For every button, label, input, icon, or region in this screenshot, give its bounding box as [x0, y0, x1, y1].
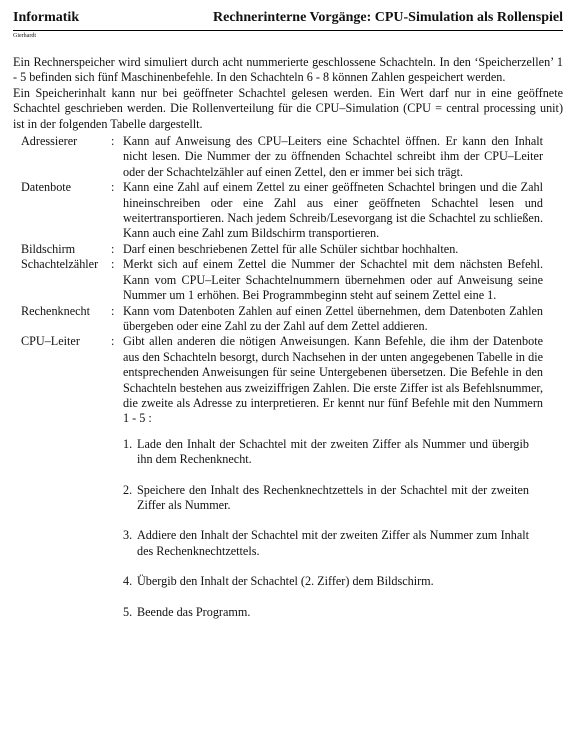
document-body [13, 55, 563, 635]
header-rule [13, 30, 563, 31]
role-description: Kann vom Datenboten Zahlen auf einen Zettel übernehmen, dem Datenboten Zahlen übergeben oder eine Zahl zu der Zahl auf dem Zettel addieren. [123, 303, 543, 333]
command-number: 3. [123, 528, 133, 543]
command-text: Beende das Programm. [137, 604, 251, 619]
role-row [13, 180, 563, 242]
role-colon: : [111, 334, 115, 349]
command-text: Übergib den Inhalt der Schachtel (2. Ziffer) dem Bildschirm. [137, 574, 434, 589]
subject-title: Informatik [13, 10, 80, 25]
document-title: Rechnerinterne Vorgänge: CPU-Simulation als Rollenspiel [213, 10, 563, 25]
role-name: CPU–Leiter [21, 334, 80, 349]
role-name: Schachtelzähler [21, 257, 99, 272]
role-colon: : [111, 180, 115, 195]
role-description: Kann auf Anweisung des CPU–Leiters eine Schachtel öffnen. Er kann den Inhalt nicht lesen. Die Nummer der zu öffnenden Schachtel schreibt ihm der CPU–Leiter oder der Schachtelzähler auf einen Zettel, den er immer bei sich trägt. [123, 134, 543, 179]
role-colon: : [111, 257, 115, 272]
command-item [123, 483, 543, 514]
role-row [13, 334, 563, 635]
command-number: 4. [123, 574, 133, 589]
author-label: Gierhardt [13, 33, 36, 39]
role-colon: : [111, 241, 115, 256]
command-number: 5. [123, 604, 133, 619]
command-item [123, 605, 543, 620]
role-name: Bildschirm [21, 241, 76, 256]
role-row [13, 304, 563, 335]
role-colon: : [111, 134, 115, 149]
role-colon: : [111, 303, 115, 318]
role-description: Darf einen beschriebenen Zettel für alle Schüler sichtbar hochhalten. [123, 241, 459, 256]
command-item [123, 528, 543, 559]
role-row [13, 257, 563, 303]
role-description: Merkt sich auf einem Zettel die Nummer der Schachtel mit dem nächsten Befehl. Kann vom CPU–Leiter Schachtelnummern übernehmen oder auf Anweisung seine Nummer um 1 erhöhen. Bei Programmbeginn steht auf seinem Zettel eine 1. [123, 257, 543, 303]
command-number: 2. [123, 482, 133, 497]
role-row [13, 242, 563, 257]
role-row [13, 134, 563, 180]
command-number: 1. [123, 436, 133, 451]
page-header [13, 10, 563, 30]
role-name: Adressierer [21, 134, 78, 149]
role-name: Rechenknecht [21, 303, 91, 318]
command-item [123, 437, 543, 468]
role-name: Datenbote [21, 180, 72, 195]
command-item [123, 574, 543, 589]
role-table [13, 134, 563, 635]
command-list [123, 437, 543, 620]
intro-paragraph-1: Ein Rechnerspeicher wird simuliert durch acht nummerierte geschlossene Schachteln. In den ‘Speicherzellen’ 1 - 5 befinden sich fünf Maschinenbefehle. In den Schachteln 6 - 8 können Zahlen gespeichert werden. [13, 55, 563, 85]
role-description [123, 334, 563, 635]
intro-paragraph-2: Ein Speicherinhalt kann nur bei geöffneter Schachtel gelesen werden. Ein Wert darf nur in eine geöffnete Schachtel geschrieben werden. Die Rollenverteilung für die CPU–Simulation (CPU = central processing unit) ist in der folgenden Tabelle dargestellt. [13, 85, 563, 131]
role-description: Kann eine Zahl auf einem Zettel zu einer geöffneten Schachtel bringen und die Zahl hineinschreiben oder eine Zahl aus einer geöffneten Schachtel lesen und weitertransportieren. Nach jedem Schreib/Lesevorgang ist die Schachtel zu schließen. Kann auch eine Zahl zum Bildschirm transportieren. [123, 180, 543, 241]
command-text: Addiere den Inhalt der Schachtel mit der zweiten Ziffer als Nummer zum Inhalt des Rechenknechtzettels. [137, 528, 529, 558]
command-text: Speichere den Inhalt des Rechenknechtzettels in der Schachtel mit der zweiten Ziffer als Nummer. [137, 482, 529, 512]
command-text: Lade den Inhalt der Schachtel mit der zweiten Ziffer als Nummer und übergib ihn dem Rechenknecht. [137, 436, 529, 467]
cpu-leiter-text: Gibt allen anderen die nötigen Anweisungen. Kann Befehle, die ihm der Datenbote aus den Schachteln besorgt, durch Nachsehen in der unten angegebenen Tabelle in die entsprechenden Anweisungen für seine Untergebenen übersetzen. Die Befehle in den Schachteln bestehen aus zweiziffrigen Zahlen. Die erste Ziffer ist als Befehlsnummer, die zweite als Adresse zu interpretieren. Er kennt nur fünf Befehle mit den Nummern 1 - 5 : [123, 334, 543, 426]
